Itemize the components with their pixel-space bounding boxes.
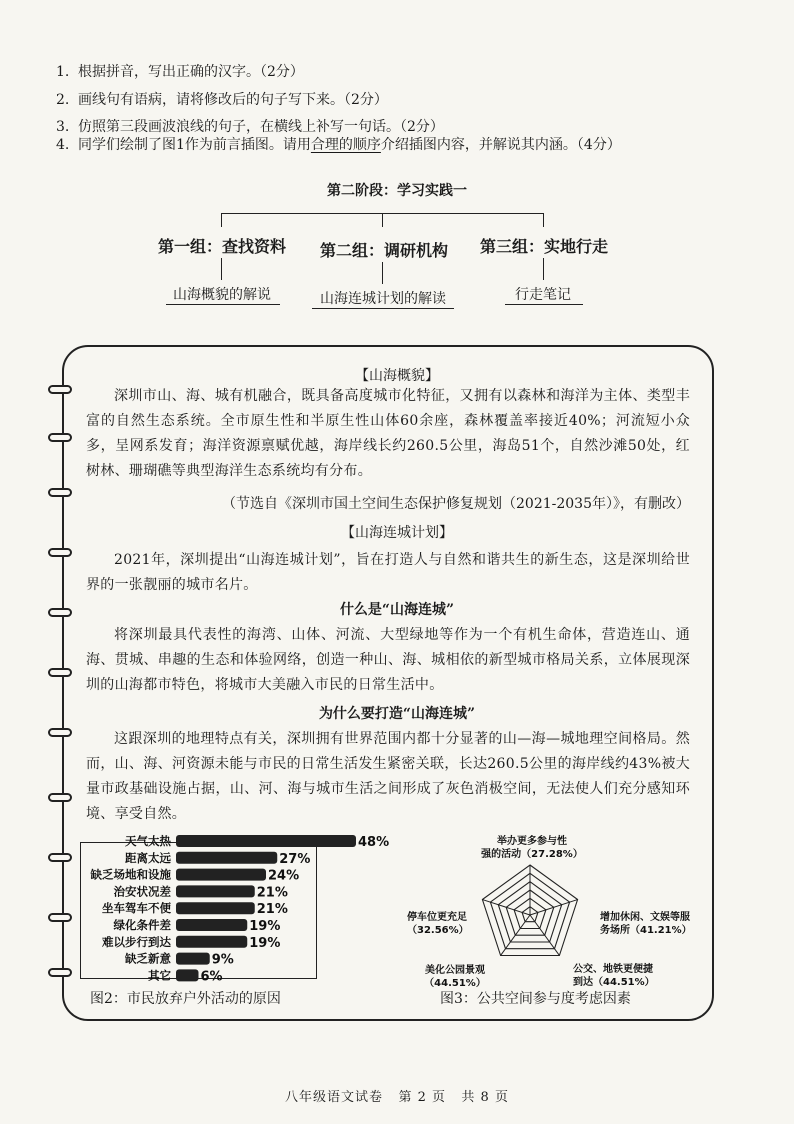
radar-axis-label: 美化公园景观 — [425, 965, 485, 976]
radar-axis-label: （44.51%） — [424, 978, 486, 989]
bar — [176, 869, 266, 881]
group-2-leaf: 山海连城计划的解读 — [320, 291, 446, 307]
question-text-underlined: 合理的顺序 — [310, 137, 381, 153]
radar-chart — [395, 830, 715, 990]
question-number: 3. — [56, 119, 70, 135]
radar-axis-label: 务场所（41.21%） — [600, 925, 692, 936]
binder-ring — [48, 548, 72, 557]
bar-value-label: 9% — [211, 952, 234, 968]
bar — [176, 969, 199, 981]
group-2-label: 第二组：调研机构 — [320, 241, 449, 260]
tree-branch — [382, 262, 383, 284]
stage-title: 第二阶段：学习实践一 — [327, 183, 467, 199]
binder-ring — [48, 385, 72, 394]
group-3-label: 第三组：实地行走 — [480, 237, 609, 256]
group-1-label: 第一组：查找资料 — [158, 237, 287, 256]
figure-3-caption: 图3：公共空间参与度考虑因素 — [440, 991, 631, 1007]
binder-ring — [48, 668, 72, 677]
binder-ring — [48, 728, 72, 737]
bar-category-label: 绿化条件差 — [113, 918, 171, 932]
radar-axis-label: 增加休闲、文娱等服 — [600, 912, 690, 923]
question-2 — [56, 90, 388, 110]
subtitle-what: 什么是“山海连城” — [339, 602, 455, 618]
bar — [176, 835, 356, 847]
group-3-leaf: 行走笔记 — [515, 287, 571, 303]
footer-page: 第 2 页 — [398, 1090, 446, 1105]
bar-value-label: 19% — [249, 935, 281, 951]
source-note: （节选自《深圳市国土空间生态保护修复规划（2021-2035年）》，有删改） — [222, 496, 690, 512]
paragraph-plan: 2021年，深圳提出“山海连城计划”，旨在打造人与自然和谐共生的新生态，这是深圳给世界的一张靓丽的城市名片。 — [86, 552, 690, 593]
tree-branch — [543, 258, 544, 280]
bar — [176, 919, 247, 931]
leaf-underline — [505, 304, 583, 305]
radar-axis-label: 强的活动（27.28%） — [481, 849, 583, 860]
bar — [176, 953, 210, 965]
tree-branch — [543, 213, 544, 227]
bar-category-label: 天气太热 — [125, 834, 171, 848]
question-4 — [56, 135, 621, 155]
bar-category-label: 难以步行到达 — [102, 934, 171, 949]
radar-axis-label: 到达（44.51%） — [573, 977, 655, 988]
radar-axis-label: 公交、地铁更便捷 — [573, 964, 653, 975]
question-number: 1. — [56, 64, 70, 80]
bar-value-label: 48% — [358, 835, 390, 850]
paragraph-what: 将深圳最具代表性的海湾、山体、河流、大型绿地等作为一个有机生命体，营造连山、通海、贯城、串趣的生态和体验网络，创造一种山、海、城相依的新型城市格局关系，立体展现深圳的山海都市特色，将城市大美融入市民的日常生活中。 — [86, 627, 690, 693]
subtitle-why: 为什么要打造“山海连城” — [318, 706, 476, 722]
binder-ring — [48, 793, 72, 802]
bar-chart — [0, 820, 420, 990]
bar-category-label: 距离太远 — [125, 850, 171, 865]
bar — [176, 902, 255, 914]
bar-category-label: 缺乏新意 — [125, 951, 171, 966]
radar-axis-label: 举办更多参与性 — [497, 836, 567, 847]
bar-value-label: 24% — [268, 868, 300, 884]
leaf-underline — [166, 304, 280, 305]
question-number: 4. — [56, 137, 70, 153]
bar-category-label: 治安状况差 — [113, 884, 171, 899]
leaf-underline — [312, 308, 454, 309]
tree-branch — [221, 213, 222, 227]
question-text: 根据拼音，写出正确的汉字。（2分） — [78, 64, 304, 80]
bar-value-label: 21% — [256, 902, 288, 918]
question-3 — [56, 117, 444, 137]
question-1 — [56, 62, 304, 82]
question-text-a: 同学们绘制了图1作为前言插图。请用 — [78, 137, 311, 153]
group-1-leaf: 山海概貌的解说 — [173, 287, 271, 303]
page-footer — [0, 1086, 794, 1105]
bar-value-label: 6% — [200, 969, 223, 985]
bar-category-label: 其它 — [148, 968, 171, 983]
radar-axis-label: （32.56%） — [407, 925, 469, 936]
paragraph-shanhai: 深圳市山、海、城有机融合，既具备高度城市化特征，又拥有以森林和海洋为主体、类型丰富的自然生态系统。全市原生性和半原生性山体60余座，森林覆盖率接近40%；河流短小众多，呈网系发育；海洋资源禀赋优越，海岸线长约260.5公里，海岛51个，自然沙滩50处，红树林、珊瑚礁等典型海洋生态系统均有分布。 — [86, 388, 690, 479]
tree-branch — [382, 213, 383, 227]
section-title-shanhai: 【山海概貌】 — [355, 368, 439, 384]
binder-ring — [48, 488, 72, 497]
bar — [176, 885, 255, 897]
bar-category-label: 缺乏场地和设施 — [90, 867, 171, 882]
section-title-plan: 【山海连城计划】 — [341, 525, 453, 541]
bar-value-label: 21% — [256, 885, 288, 901]
question-text-b: 介绍插图内容，并解说其内涵。（4分） — [380, 137, 621, 153]
tree-branch — [221, 258, 222, 280]
figure-2-caption: 图2：市民放弃户外活动的原因 — [90, 991, 281, 1007]
bar-value-label: 19% — [249, 919, 281, 934]
bar-category-label: 坐车驾车不便 — [102, 901, 171, 916]
binder-ring — [48, 433, 72, 442]
question-text: 画线句有语病，请将修改后的句子写下来。（2分） — [78, 92, 388, 108]
question-text: 仿照第三段画波浪线的句子，在横线上补写一句话。（2分） — [78, 119, 444, 135]
bar-value-label: 27% — [279, 851, 311, 867]
bar — [176, 936, 247, 948]
question-number: 2. — [56, 92, 70, 108]
radar-axis-label: 停车位更充足 — [407, 912, 467, 923]
radar-spoke — [482, 900, 530, 915]
footer-total: 共 8 页 — [461, 1090, 509, 1105]
footer-subject: 八年级语文试卷 — [285, 1090, 384, 1105]
radar-spoke — [530, 900, 578, 915]
paragraph-why: 这跟深圳的地理特点有关，深圳拥有世界范围内都十分显著的山—海—城地理空间格局。然而，山、海、河资源未能与市民的日常生活发生紧密关联，长达260.5公里的海岸线约43%被大量市政基础设施占据，山、河、海与城市生活之间形成了灰色消极空间，无法使人们充分感知环境、享受自然。 — [86, 731, 690, 822]
bar — [176, 852, 277, 864]
